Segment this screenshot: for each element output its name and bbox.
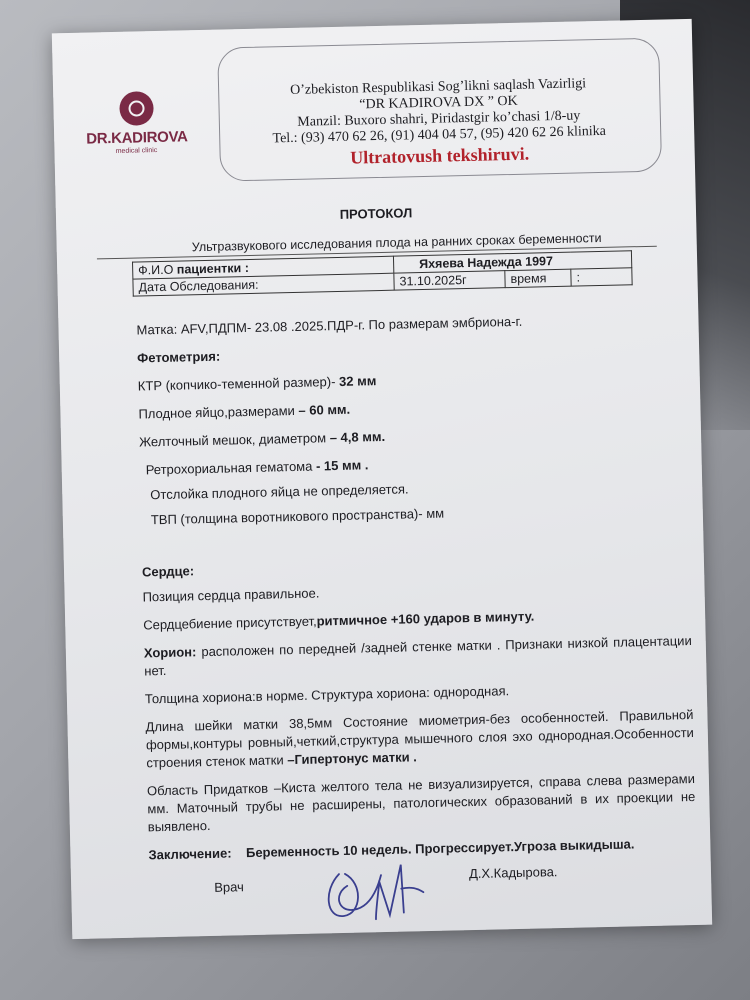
chorion-text: расположен по передней /задней стенке матки . Признаки низкой плацентации нет. (144, 633, 692, 679)
heart-position-line: Позиция сердца правильное. (142, 585, 320, 605)
conclusion-label: Заключение (148, 845, 228, 863)
exam-time-value: : (571, 268, 632, 286)
clinic-address: Manzil: Buxoro shahri, Piridastgir ko’chasi 1/8-uy (297, 108, 581, 130)
chorion-thickness-line: Толщина хориона:в норме. Структура хориона: однородная. (144, 683, 510, 707)
signature-block (149, 860, 698, 932)
cervix-text: Длина шейки матки 38,5мм Состояние миометрия-без особенностей. Правильной формы,контуры ровный,четкий,структура мышечного слоя эхо однородная.Особенности строения стенок матки (145, 706, 695, 771)
heart-heading: Сердце: (141, 563, 195, 580)
conclusion-colon: : (227, 845, 232, 861)
clinic-logo (85, 90, 187, 172)
exam-date-label: Дата Обследования: (133, 273, 394, 296)
findings-section (136, 309, 698, 932)
doctor-name: Д.Х.Кадырова. (468, 864, 558, 882)
clinic-name: “DR KADIROVA DX ” OK (359, 93, 518, 113)
ktr-label: КТР (копчико-теменной размер)- (137, 373, 340, 394)
exam-time-label: время (505, 269, 571, 287)
chorion-label: Хорион: (143, 644, 197, 661)
ovum-label: Плодное яйцо,размерами (138, 402, 299, 422)
uterus-line: Матка: AFV,ПДПМ- 23.08 .2025.ПДР-г. По размерам эмбриона-г. (136, 313, 523, 338)
patient-info-table (132, 250, 633, 296)
protocol-document (52, 19, 712, 939)
exam-date-value: 31.10.2025г (394, 271, 505, 291)
protocol-title: ПРОТОКОЛ (339, 205, 413, 222)
exam-title: Ultratovush tekshiruvi. (349, 143, 530, 168)
clinic-phones: Tel.: (93) 470 62 26, (91) 404 04 57, (95) 420 62 26 klinika (272, 123, 607, 147)
clinic-logo-subtitle: medical clinic (115, 147, 158, 155)
ktr-value: 32 мм (338, 373, 377, 389)
hematoma-label: Ретрохориальная гематома (145, 458, 317, 478)
doctor-role: Врач (214, 879, 245, 895)
detachment-line: Отслойка плодного яйца не определяется. (150, 481, 409, 503)
clinic-logo-icon (119, 91, 154, 126)
patient-name-label-bold: пациентки : (176, 260, 250, 277)
patient-name-value: Яхяева Надежда 1997 (393, 251, 631, 273)
heartbeat-value: ритмичное +160 ударов в минуту. (316, 608, 535, 629)
yolk-sac-value: – 4,8 мм. (329, 428, 386, 446)
ovum-value: – 60 мм. (298, 401, 351, 418)
conclusion-risk: Угроза выкидыша. (513, 836, 635, 855)
clinic-logo-name: DR.KADIROVA (86, 128, 188, 148)
adnexa-paragraph: Область Придатков –Киста желтого тела не визуализируется, справа слева размерами мм. Маточный трубы не расширены, патологических образований в их проекции не выявлено. (146, 770, 696, 835)
heartbeat-label: Сердцебиение присутствует, (143, 613, 317, 633)
patient-name-label-text: Ф.И.О (138, 262, 177, 278)
protocol-subtitle: Ультразвукового исследования плода на ранних сроках беременности (191, 230, 602, 255)
ministry-line: O’zbekiston Respublikasi Sog’likni saqlash Vazirligi (289, 76, 587, 98)
yolk-sac-label: Желточный мешок, диаметром (138, 430, 330, 450)
hematoma-value: - 15 мм . (315, 457, 369, 474)
cervix-bold: –Гипертонус матки . (287, 749, 417, 768)
handwritten-signature (319, 858, 430, 926)
conclusion-text: Беременность 10 недель. Прогрессирует. (245, 839, 515, 861)
fetometry-heading: Фетометрия: (137, 348, 221, 366)
tvp-line: ТВП (толщина воротникового пространства)- мм (150, 505, 445, 528)
